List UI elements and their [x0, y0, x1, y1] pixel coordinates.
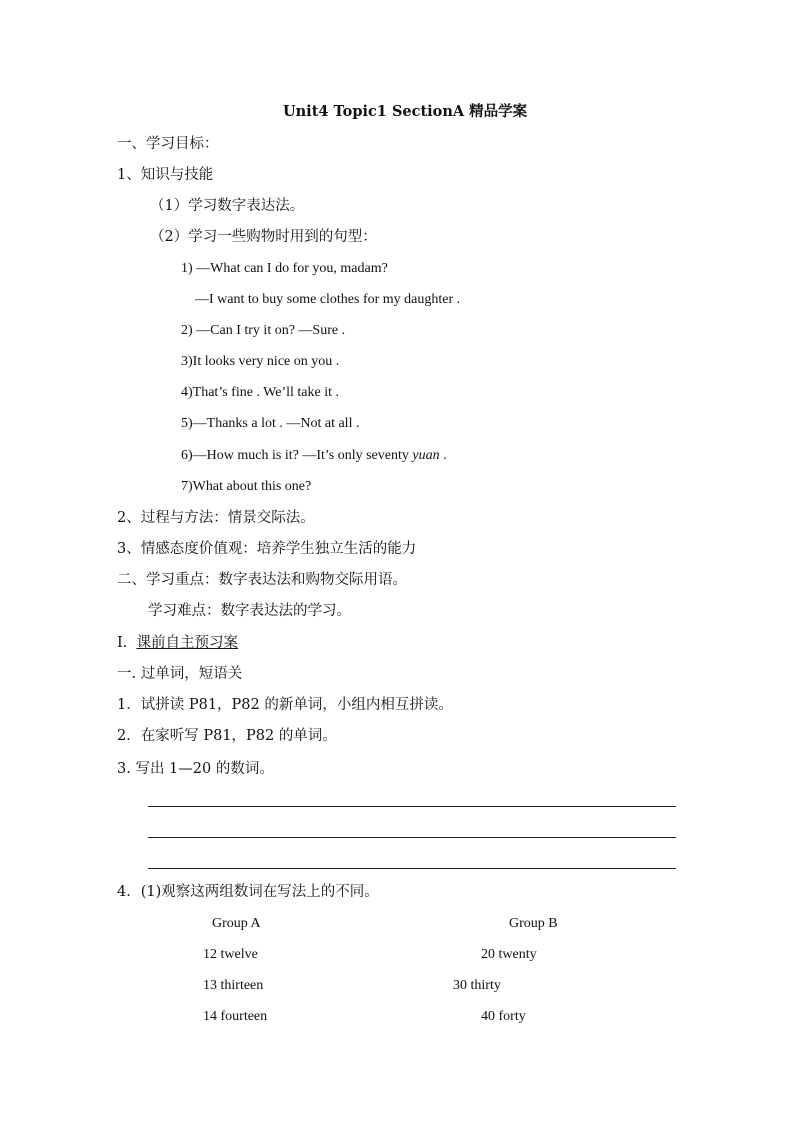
group-a-item: 14 fourteen	[203, 1009, 268, 1024]
group-a-item: 13 thirteen	[203, 978, 264, 993]
group-b-heading: Group B	[509, 916, 558, 931]
attitude-values: 3、情感态度价值观：培养学生独立生活的能力	[117, 541, 417, 557]
part-1-heading	[117, 634, 238, 652]
process-method: 2、过程与方法：情景交际法。	[117, 510, 315, 526]
sentence-3: 3)It looks very nice on you .	[181, 354, 340, 369]
task-3: 3. 写出 1—20 的数词。	[117, 761, 274, 777]
group-b-item: 30 thirty	[453, 978, 501, 993]
task-2: 2．在家听写 P81，P82 的单词。	[117, 728, 337, 744]
section-objectives-heading: 一、学习目标：	[117, 136, 219, 152]
key-points: 二、学习重点：数字表达法和购物交际用语。	[117, 572, 407, 588]
vocab-heading: 一. 过单词，短语关	[117, 666, 243, 682]
sentence-1a: 1) —What can I do for you, madam?	[181, 261, 388, 276]
difficult-points: 学习难点：数字表达法的学习。	[148, 603, 351, 619]
answer-line-2[interactable]	[148, 837, 676, 838]
group-b-item: 20 twenty	[481, 947, 537, 962]
answer-line-1[interactable]	[148, 806, 676, 807]
sentence-7: 7)What about this one?	[181, 479, 312, 494]
sentence-6-text: 6)—How much is it? —It’s only seventy	[181, 448, 413, 463]
sentence-2: 2) —Can I try it on? —Sure .	[181, 323, 346, 338]
sentence-6-yuan: yuan	[412, 448, 440, 463]
sentence-6	[181, 447, 447, 465]
knowledge-skills-heading: 1、知识与技能	[117, 167, 214, 183]
sentence-1b: —I want to buy some clothes for my daughter .	[195, 292, 461, 307]
page-title: Unit4 Topic1 SectionA 精品学案	[283, 103, 528, 120]
task-4: 4．(1)观察这两组数词在写法上的不同。	[117, 884, 379, 900]
group-a-item: 12 twelve	[203, 947, 258, 962]
part-1-title: 课前自主预习案	[136, 635, 239, 651]
group-b-item: 40 forty	[481, 1009, 526, 1024]
task-1: 1．试拼读 P81，P82 的新单词，小组内相互拼读。	[117, 697, 453, 713]
objective-item-1: （1）学习数字表达法。	[150, 198, 305, 214]
sentence-5: 5)—Thanks a lot . —Not at all .	[181, 416, 360, 431]
answer-line-3[interactable]	[148, 868, 676, 869]
objective-item-2: （2）学习一些购物时用到的句型：	[150, 229, 377, 245]
part-1-number: I.	[117, 635, 128, 651]
group-a-heading: Group A	[212, 916, 261, 931]
sentence-4: 4)That’s fine . We’ll take it .	[181, 385, 340, 400]
sentence-6-end: .	[439, 448, 447, 463]
